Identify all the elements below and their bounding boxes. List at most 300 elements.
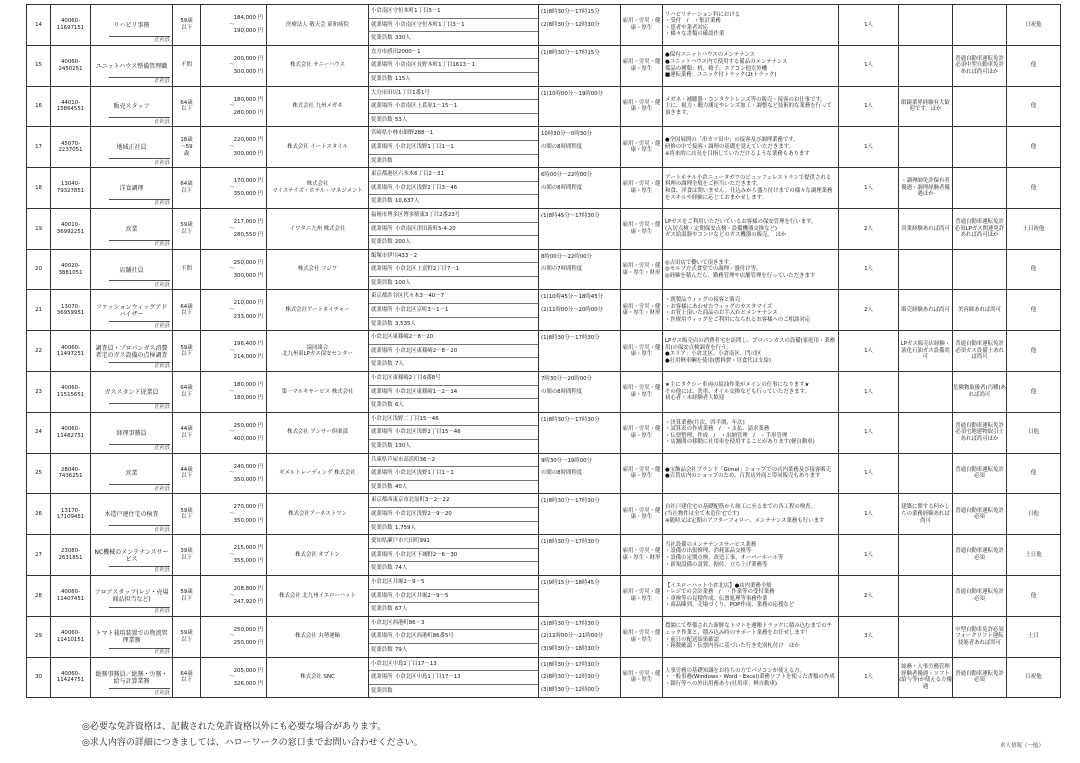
wage-max: 214,000 円 xyxy=(233,354,263,361)
wage-max: 300,000 円 xyxy=(233,272,263,279)
company-cell xyxy=(267,412,369,453)
work-location xyxy=(369,467,538,481)
insurance: 康・厚生 xyxy=(630,432,653,439)
job-id: 40060- xyxy=(60,18,81,25)
job-description: アートホテル小倉ニュータガワのビュッフェレストランで提供される料理の調理全般をご担当いただきます。 xyxy=(665,174,832,188)
employment-type: 正社員 xyxy=(154,567,170,574)
employment-type: 正社員 xyxy=(154,77,170,84)
job-description: ・患者や業者対応 xyxy=(665,24,709,31)
hours-cell xyxy=(539,616,621,657)
wage-tilde: ～ xyxy=(229,143,235,150)
job-description: ガス給湯器やコンロなどのガス機器の販売。 ほか xyxy=(665,232,787,239)
hiring-count: 2人 xyxy=(839,575,899,616)
work-location-value: 小倉北区浅野1丁目1－1 xyxy=(395,143,454,150)
occupation-cell xyxy=(91,494,173,535)
insurance-cell xyxy=(621,453,663,494)
company-address: 飯塚市伊川433－2 xyxy=(369,250,538,264)
table-row xyxy=(27,208,1061,249)
occupation-title: 店舗社員 xyxy=(119,266,144,274)
work-hours: の間の8時間程度 xyxy=(541,388,583,395)
holidays-cell: 日祝他 xyxy=(1007,5,1061,46)
job-description: ・様々な書類の確認作業 xyxy=(665,31,725,38)
work-hours: 8時00分～22時00分 xyxy=(541,253,592,260)
company-name: 第一マルキサービス 株式会社 xyxy=(281,388,354,395)
company-cell xyxy=(267,290,369,331)
job-description: ・店舗間の移動に社用車を使用することがあります(軽自動車) xyxy=(665,439,815,446)
job-id-cell xyxy=(51,412,91,453)
job-description: ●エリア：小倉北区、小倉南区、門司区 xyxy=(665,351,762,358)
age-limit-cell xyxy=(173,535,201,576)
wage-tilde: ～ xyxy=(229,470,235,477)
wage-cell xyxy=(201,616,267,657)
work-location xyxy=(369,671,538,685)
staff-count-value: 53人 xyxy=(395,116,408,123)
employment-type: 正社員 xyxy=(154,648,170,655)
company-cell xyxy=(267,494,369,535)
work-hours: (1)9時15分～18時45分 xyxy=(541,579,600,586)
job-description: LPガス販売店の消費者宅を訪問し、プロパンガスの設備(家庭用・業務用)の保安点検調査を行う。 xyxy=(665,337,836,351)
work-hours: 10時30分～0時30分 xyxy=(541,131,592,138)
job-description: ・商品陳列、売場づくり、POP作成、業務の応援など xyxy=(665,602,795,609)
hiring-count: 1人 xyxy=(839,45,899,86)
job-description-cell xyxy=(663,372,839,413)
age-limit-cell xyxy=(173,575,201,616)
wage-max: 400,000 円 xyxy=(233,436,263,442)
job-description: 人事労務の基礎知識をお持ちの方でパソコンが使える方。 xyxy=(665,667,806,674)
job-id: 2237051 xyxy=(58,147,83,154)
staff-count-value: 74人 xyxy=(395,565,408,572)
job-description: ※将来的に店長を目指していただけるような業務もあります xyxy=(665,150,810,157)
location-cell xyxy=(369,249,539,290)
company-cell xyxy=(267,453,369,494)
location-cell xyxy=(369,535,539,576)
job-description: ●百貨店内のショップのため、百貨店外商と帯同販売もあります xyxy=(665,473,821,480)
wage-tilde: ～ xyxy=(229,551,235,558)
job-table xyxy=(26,4,1061,698)
wage-min: 200,000 円 xyxy=(233,55,263,62)
company-address: 小倉北区浅野二丁目15－46 xyxy=(369,413,538,427)
job-description-cell xyxy=(663,453,839,494)
age-limit-cell xyxy=(173,616,201,657)
work-hours: (1)8時30分～17時30分 xyxy=(541,661,600,668)
occupation-cell xyxy=(91,208,173,249)
work-location-label: 就業場所 xyxy=(371,633,393,640)
staff-count xyxy=(369,685,538,698)
insurance: 康・厚生・財形 xyxy=(622,555,661,562)
work-hours: (1)8時30分～17時30分 xyxy=(541,498,600,505)
job-description: ・医療用ウィッグをご利用になられるお客様へのご相談対応 xyxy=(665,316,811,323)
work-hours: の間の8時間程度 xyxy=(541,143,583,150)
company-address: 兵庫県芦屋市高浜町36－2 xyxy=(369,454,538,468)
insurance: 雇用・労災・健 xyxy=(622,262,661,269)
license-cell xyxy=(953,5,1007,46)
hiring-count: 1人 xyxy=(839,168,899,209)
insurance-cell xyxy=(621,494,663,535)
age-limit: 以下 xyxy=(181,310,192,317)
staff-count-label: 従業員数 xyxy=(371,116,393,123)
work-location-value: 小倉北区京町3－1－1 xyxy=(395,307,449,314)
insurance: 雇用・労災・健 xyxy=(622,222,661,229)
work-location-label: 就業場所 xyxy=(371,62,393,69)
location-cell xyxy=(369,86,539,127)
occupation-cell xyxy=(91,616,173,657)
age-limit: 以下 xyxy=(181,188,192,195)
table-row xyxy=(27,372,1061,413)
hours-cell xyxy=(539,290,621,331)
age-limit-cell xyxy=(173,372,201,413)
company-address: 直方市感田2000－1 xyxy=(369,46,538,60)
job-description: ・レジでの会計業務 / ・作業等の受付業務 xyxy=(665,589,775,596)
wage-max: 190,000 円 xyxy=(233,28,263,35)
staff-count-label: 従業員数 xyxy=(371,75,393,82)
age-limit: 64歳 xyxy=(180,670,193,677)
wage-max: 350,000 円 xyxy=(233,517,263,524)
license-cell: 普通自動車運転免許必須LPガス関連免許あれば尚可ほか xyxy=(953,208,1007,249)
insurance: 雇用・労災・健 xyxy=(622,385,661,392)
employment-type: 正社員 xyxy=(154,526,170,533)
hours-cell xyxy=(539,86,621,127)
wage-tilde: ～ xyxy=(229,21,235,28)
staff-count xyxy=(369,562,538,575)
table-row xyxy=(27,453,1061,494)
license-cell: 普通自動車運転免許必須ガス設備士あれば尚可 xyxy=(953,331,1007,372)
insurance: 雇用・労災・健 xyxy=(622,426,661,433)
employment-type: 正社員 xyxy=(154,445,170,451)
insurance: 雇用・労災・健 xyxy=(622,181,661,188)
company-cell xyxy=(267,331,369,372)
staff-count-label: 従業員数 xyxy=(371,402,393,409)
job-description-cell xyxy=(663,412,839,453)
company-name: 株式会社 丸勢運輸 xyxy=(295,633,340,640)
location-cell xyxy=(369,5,539,46)
job-id: 17109451 xyxy=(56,514,85,521)
insurance: 康・厚生 xyxy=(630,677,653,684)
hiring-count: 1人 xyxy=(839,86,899,127)
job-description: ・前日の配送結果確認 xyxy=(665,636,719,643)
job-id-cell xyxy=(51,616,91,657)
wage-min: 208,800 円 xyxy=(233,585,263,592)
insurance: 康・厚生 xyxy=(630,473,653,480)
job-description: ■運転業務：ユニック付トラック(2tトラック) xyxy=(665,72,777,79)
work-location-value: 小倉南区長野本町1丁目1613－1 xyxy=(395,62,475,69)
hiring-count: 1人 xyxy=(839,372,899,413)
work-hours xyxy=(539,590,620,603)
hours-cell xyxy=(539,127,621,168)
job-description: ・設備の定期点検、改造工事、オーバーホール等 xyxy=(665,555,784,562)
license-cell: 普通自動車運転免許必須 xyxy=(953,575,1007,616)
occupation-title: リハビリ事務 xyxy=(113,21,150,29)
occupation-cell xyxy=(91,412,173,453)
holidays-cell: 他 xyxy=(1007,45,1061,86)
work-location-value: 小倉北区西港町86番5号 xyxy=(395,633,454,640)
table-row xyxy=(27,168,1061,209)
job-id: 11497251 xyxy=(56,351,85,358)
job-description: 自社戸建住宅の基礎配筋から竣工に至るまでの各工程の検査。 xyxy=(665,504,816,511)
company-cell xyxy=(267,616,369,657)
job-description: 初心者・未経験者大歓迎 xyxy=(665,395,725,402)
job-description: 研修の中で接客・調理の基礎を覚えていただきます。 xyxy=(665,143,794,150)
row-number: 20 xyxy=(27,249,51,290)
job-id: 44010- xyxy=(60,99,81,106)
company-cell xyxy=(267,535,369,576)
license-cell xyxy=(953,168,1007,209)
hours-cell xyxy=(539,494,621,535)
holidays-cell: 他 xyxy=(1007,86,1061,127)
staff-count xyxy=(369,481,538,494)
job-description: 【イエローハット小倉北店】●店内業務全般 xyxy=(665,582,772,589)
work-location xyxy=(369,426,538,440)
location-cell xyxy=(369,575,539,616)
job-description: 当社設備のメンテナンスサービス業務 xyxy=(665,541,757,548)
age-limit-cell xyxy=(173,494,201,535)
staff-count-label: 従業員数 xyxy=(371,443,393,449)
age-limit: 以下 xyxy=(181,636,192,643)
work-hours: 7時30分～20時00分 xyxy=(541,376,592,383)
company-cell xyxy=(267,575,369,616)
staff-count-value: 100人 xyxy=(395,279,411,286)
company-cell xyxy=(267,45,369,86)
insurance: 康・厚生 xyxy=(630,391,653,398)
job-description: ・試算表の作成業務 / ・支払、請求業務 xyxy=(665,426,770,433)
job-description: ※随時又は定期のアフターフォロー、メンテナンス業務も行います xyxy=(665,517,825,524)
job-description: ・銀行等への外出用務あり(社用車：軽自動車) xyxy=(665,680,778,687)
age-limit: 以下 xyxy=(181,473,192,480)
wage-max: 355,000 円 xyxy=(233,558,263,565)
wage-min: 196,400 円 xyxy=(233,341,263,348)
work-location xyxy=(369,223,538,237)
work-hours xyxy=(539,549,620,562)
age-limit: 44歳 xyxy=(180,426,193,433)
staff-count-value: 7人 xyxy=(395,361,404,368)
row-number: 28 xyxy=(27,575,51,616)
row-number: 21 xyxy=(27,290,51,331)
company-address: 小倉南区守恒本町1丁目3－1 xyxy=(369,5,538,19)
insurance-cell xyxy=(621,208,663,249)
location-cell xyxy=(369,616,539,657)
holidays-cell: 日祝他 xyxy=(1007,657,1061,698)
wage-cell xyxy=(201,86,267,127)
work-hours: (1)10時00分～19時00分 xyxy=(541,90,604,97)
employment-type: 正社員 xyxy=(154,200,170,207)
age-limit-cell xyxy=(173,290,201,331)
wage-tilde: ～ xyxy=(229,674,235,681)
job-id: 11424751 xyxy=(56,677,85,684)
experience-cell: LPガス販売店経験・液化石油ガス設備尚可 xyxy=(899,331,953,372)
work-hours xyxy=(539,59,620,72)
job-id: 23080- xyxy=(60,548,81,555)
experience-cell: 眼鏡業界経験有大歓迎です。ほか xyxy=(899,86,953,127)
job-id-cell xyxy=(51,127,91,168)
experience-cell xyxy=(899,412,953,453)
company-name: 株式会社 オプトン xyxy=(295,551,340,558)
work-location-label: 就業場所 xyxy=(371,470,393,477)
job-id-cell xyxy=(51,372,91,413)
age-limit-cell xyxy=(173,412,201,453)
work-hours: (1)8時30分～17時30分 xyxy=(541,416,600,423)
wage-tilde: ～ xyxy=(229,184,235,191)
company-address: 大分市田尻1丁目1番1号 xyxy=(369,87,538,101)
work-hours xyxy=(539,154,620,167)
employment-type: 正社員 xyxy=(154,485,170,492)
job-id: 28040- xyxy=(60,466,81,473)
work-location-label: 就業場所 xyxy=(371,307,393,314)
job-description: ・伝票整理、作成 / ・出納管理 / ・手形管理 xyxy=(665,432,788,439)
job-description: ・箱数確認・伝票内容に基づいた行き先別札付け ほか xyxy=(665,643,800,650)
age-limit: 以下 xyxy=(181,228,192,235)
company-cell xyxy=(267,168,369,209)
holidays-cell: 日他 xyxy=(1007,412,1061,453)
age-limit: 以下 xyxy=(181,677,192,684)
table-row xyxy=(27,249,1061,290)
location-cell xyxy=(369,290,539,331)
job-description: ◎古田店で働いて頂きます。 xyxy=(665,259,734,266)
work-location-value: 小倉北区東篠崎2－8－20 xyxy=(395,347,458,354)
insurance: 雇用・労災・健 xyxy=(622,548,661,555)
age-limit: 39歳 xyxy=(180,548,193,555)
age-limit-cell xyxy=(173,5,201,46)
work-hours: (3)8時30分～12時00分 xyxy=(541,686,600,693)
job-description: ◎経験を積んだら、勤務管理や店舗管理を行っていただきます xyxy=(665,272,816,279)
job-id: 45070- xyxy=(60,140,81,147)
occupation-cell xyxy=(91,168,173,209)
wage-tilde: ～ xyxy=(229,225,235,232)
job-rows xyxy=(27,5,1061,698)
company-address: 小倉北区中島2丁目17－13 xyxy=(369,658,538,672)
work-location-label: 就業場所 xyxy=(371,21,393,28)
company-name: 株式会社アートネイチャー xyxy=(285,307,350,314)
wage-cell xyxy=(201,453,267,494)
work-location-label: 就業場所 xyxy=(371,592,393,599)
age-limit: 以下 xyxy=(181,106,192,113)
insurance: 雇用・労災・健 xyxy=(622,630,661,637)
company-address: 小倉北区東篠崎2－8－20 xyxy=(369,331,538,345)
occupation-cell xyxy=(91,127,173,168)
work-location-label: 就業場所 xyxy=(371,674,393,681)
work-location xyxy=(369,345,538,359)
job-description-cell xyxy=(663,575,839,616)
company-cell xyxy=(267,127,369,168)
row-number: 15 xyxy=(27,45,51,86)
work-location-value: 小倉南区上葛原1－15－1 xyxy=(395,103,458,110)
staff-count xyxy=(369,318,538,331)
job-description: ・お買上頂いた商品のお手入れとメンテナンス xyxy=(665,310,778,317)
wage-cell xyxy=(201,372,267,413)
company-address: 小倉北区東篠崎2丁目6番8号 xyxy=(369,372,538,386)
hiring-count: 2人 xyxy=(839,290,899,331)
employment-type: 正社員 xyxy=(154,322,170,329)
job-description: (入居点検・定期保安点検・設備機器交換など) xyxy=(665,225,778,232)
occupation-cell xyxy=(91,331,173,372)
location-cell xyxy=(369,412,539,453)
wage-max: 300,000 円 xyxy=(233,68,263,75)
staff-count-value: 330人 xyxy=(395,35,411,42)
hiring-count: 1人 xyxy=(839,331,899,372)
age-limit-cell xyxy=(173,331,201,372)
staff-count xyxy=(369,440,538,453)
job-description: ・受付 / ・集計業務 xyxy=(665,18,721,25)
age-limit: 44歳 xyxy=(180,466,193,473)
work-hours xyxy=(539,398,620,411)
job-description-cell xyxy=(663,616,839,657)
work-location-label: 就業場所 xyxy=(371,429,393,436)
row-number: 17 xyxy=(27,127,51,168)
employment-type: 正社員 xyxy=(154,608,170,615)
company-name: 協同組合 xyxy=(306,344,329,351)
work-hours xyxy=(539,561,620,574)
age-limit: 以下 xyxy=(181,595,192,602)
work-location-label: 就業場所 xyxy=(371,225,393,232)
occupation-title: ガススタンド従業員 xyxy=(104,388,159,396)
occupation-cell xyxy=(91,453,173,494)
age-limit: 59歳 xyxy=(180,344,193,351)
job-description-cell xyxy=(663,290,839,331)
employment-type: 正社員 xyxy=(154,241,170,248)
staff-count-value: 200人 xyxy=(395,239,411,246)
work-hours xyxy=(539,508,620,521)
experience-cell xyxy=(899,372,953,413)
work-location-value: 小倉南区守恒本町1丁目3－1 xyxy=(395,21,465,28)
insurance-cell xyxy=(621,45,663,86)
table-row xyxy=(27,127,1061,168)
work-location xyxy=(369,386,538,400)
license-cell: 中型自動車免許必須フォークリフト運転技能者あれば尚可 xyxy=(953,616,1007,657)
job-description: (当社物件は全て木造住宅です) xyxy=(665,510,740,517)
hiring-count: 2人 xyxy=(839,208,899,249)
job-id: 13170- xyxy=(60,507,81,514)
work-hours xyxy=(539,345,620,358)
location-cell xyxy=(369,168,539,209)
table-row xyxy=(27,45,1061,86)
location-cell xyxy=(369,331,539,372)
wage-min: 250,000 円 xyxy=(233,259,263,266)
job-description: ●宝飾品会社ブランド「Gimel」ショップでの店内業務及び接客販売 xyxy=(665,466,832,473)
insurance: 康・厚生 xyxy=(630,636,653,643)
table-row xyxy=(27,494,1061,535)
holidays-cell: 他 xyxy=(1007,331,1061,372)
job-id-cell xyxy=(51,453,91,494)
work-location xyxy=(369,630,538,644)
occupation-cell xyxy=(91,575,173,616)
work-hours: (2)8時30分～12時30分 xyxy=(541,674,600,681)
wage-min: 180,000 円 xyxy=(233,96,263,103)
work-location xyxy=(369,304,538,318)
company-address: 愛知県瀬戸市穴田町991 xyxy=(369,535,538,549)
work-location xyxy=(369,182,538,196)
work-hours: の間の7時間程度 xyxy=(541,266,583,273)
company-name: 株式会社 イートスタイル xyxy=(287,143,348,150)
work-location xyxy=(369,100,538,114)
age-limit: 不問 xyxy=(181,266,192,273)
row-number: 18 xyxy=(27,168,51,209)
company-cell xyxy=(267,86,369,127)
work-location-value: 小倉北区浅野1丁目1－1 xyxy=(395,470,454,477)
occupation-cell xyxy=(91,372,173,413)
job-id: 2450251 xyxy=(58,65,83,72)
job-description: ・既製品ウィッグの接客と販売 xyxy=(665,297,741,304)
hiring-count: 1人 xyxy=(839,657,899,698)
table-row xyxy=(27,575,1061,616)
staff-count-label: 従業員数 xyxy=(371,646,393,653)
job-id: 40060- xyxy=(60,385,81,392)
staff-count-label: 従業員数 xyxy=(371,35,393,42)
company-name: 株式会社 九州メガネ xyxy=(292,103,343,110)
location-cell xyxy=(369,45,539,86)
work-location-value: 小倉北区東篠崎1－2－14 xyxy=(395,388,458,395)
age-limit: 以下 xyxy=(181,514,192,521)
table-row xyxy=(27,290,1061,331)
experience-cell xyxy=(899,45,953,86)
job-id: 13070- xyxy=(60,303,81,310)
